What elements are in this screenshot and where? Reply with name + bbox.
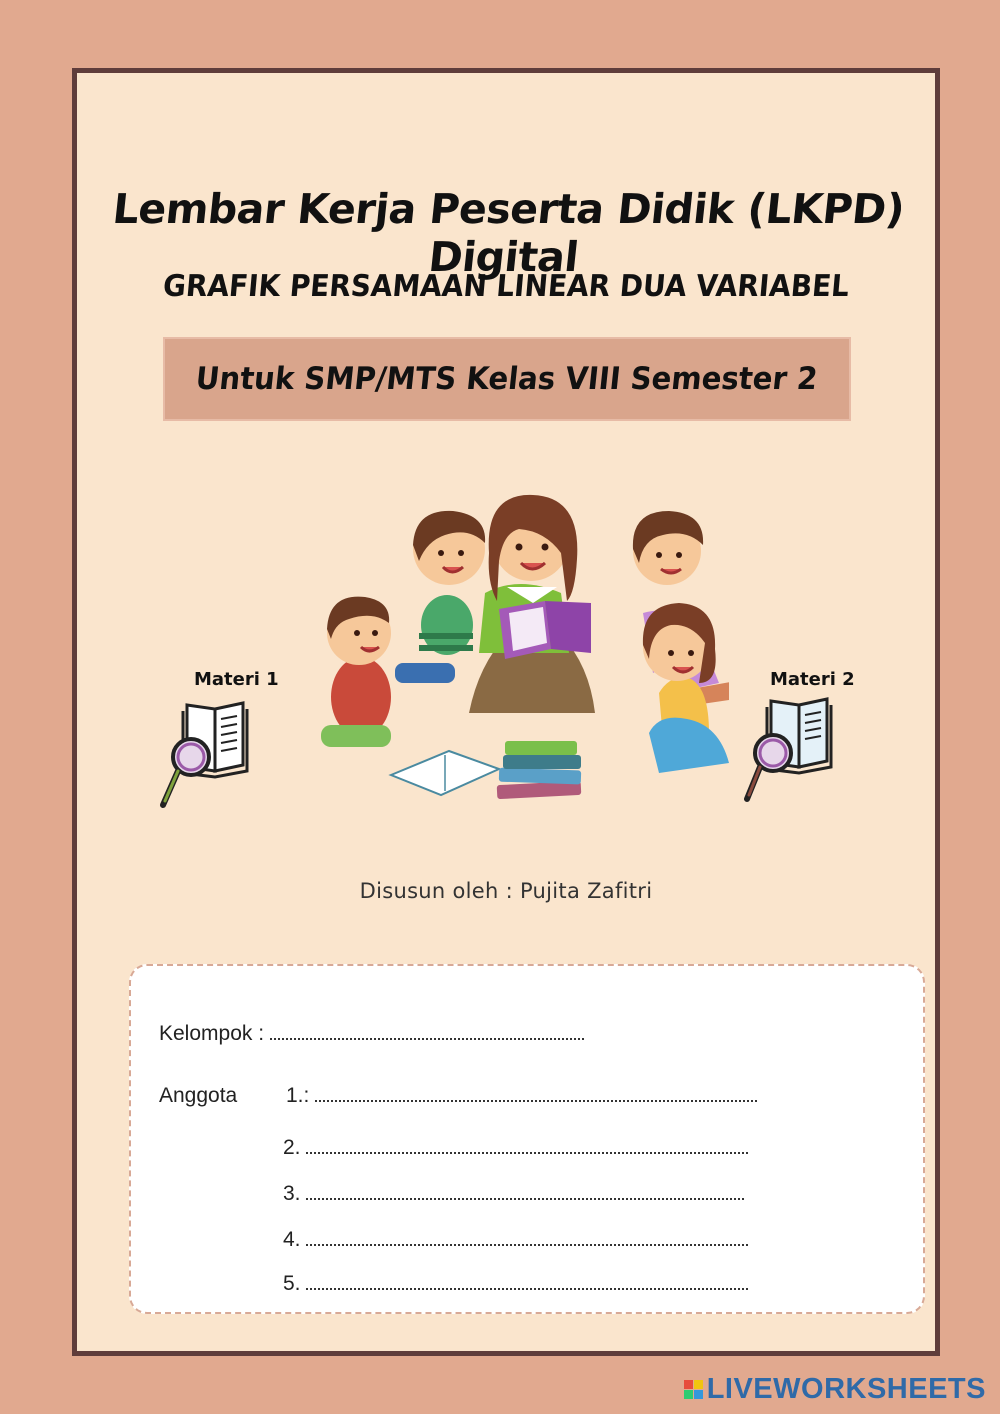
- watermark-text: LIVEWORKSHEETS: [706, 1373, 986, 1405]
- class-info-text: Untuk SMP/MTS Kelas VIII Semester 2: [194, 361, 820, 397]
- member-row-2[interactable]: [283, 1136, 748, 1160]
- page-subtitle: GRAFIK PERSAMAAN LINEAR DUA VARIABEL: [161, 269, 851, 304]
- member-number: 4.: [283, 1228, 301, 1251]
- member-2-blank[interactable]: [306, 1148, 748, 1154]
- group-form: [129, 964, 925, 1314]
- member-3-blank[interactable]: [306, 1194, 744, 1200]
- materi-2-book-magnifier-icon[interactable]: [739, 691, 859, 811]
- member-row-4[interactable]: [283, 1228, 748, 1252]
- member-number: 2.: [283, 1136, 301, 1159]
- member-row-1[interactable]: [286, 1084, 757, 1108]
- group-name-blank[interactable]: [270, 1034, 584, 1040]
- group-field[interactable]: [159, 1022, 584, 1046]
- liveworksheets-watermark[interactable]: [684, 1373, 986, 1406]
- group-label: Kelompok :: [159, 1022, 265, 1045]
- liveworksheets-logo-icon: [684, 1380, 703, 1399]
- teacher-reading-illustration: [299, 483, 729, 813]
- worksheet-cover: [72, 68, 940, 1356]
- member-row-5[interactable]: [283, 1272, 748, 1296]
- members-label: Anggota: [159, 1084, 238, 1107]
- page-title: Lembar Kerja Peserta Didik (LKPD) Digital: [110, 185, 907, 281]
- member-5-blank[interactable]: [306, 1284, 748, 1290]
- author-credit: Disusun oleh : Pujita Zafitri: [359, 879, 653, 903]
- member-number: 5.: [283, 1272, 301, 1295]
- materi-2-label[interactable]: Materi 2: [770, 669, 855, 690]
- materi-1-label[interactable]: Materi 1: [194, 669, 279, 690]
- member-1-blank[interactable]: [315, 1096, 757, 1102]
- class-banner: [163, 337, 851, 421]
- member-row-3[interactable]: [283, 1182, 744, 1206]
- member-number: 1.:: [286, 1084, 310, 1107]
- member-4-blank[interactable]: [306, 1240, 748, 1246]
- member-number: 3.: [283, 1182, 301, 1205]
- materi-1-book-magnifier-icon[interactable]: [157, 695, 277, 815]
